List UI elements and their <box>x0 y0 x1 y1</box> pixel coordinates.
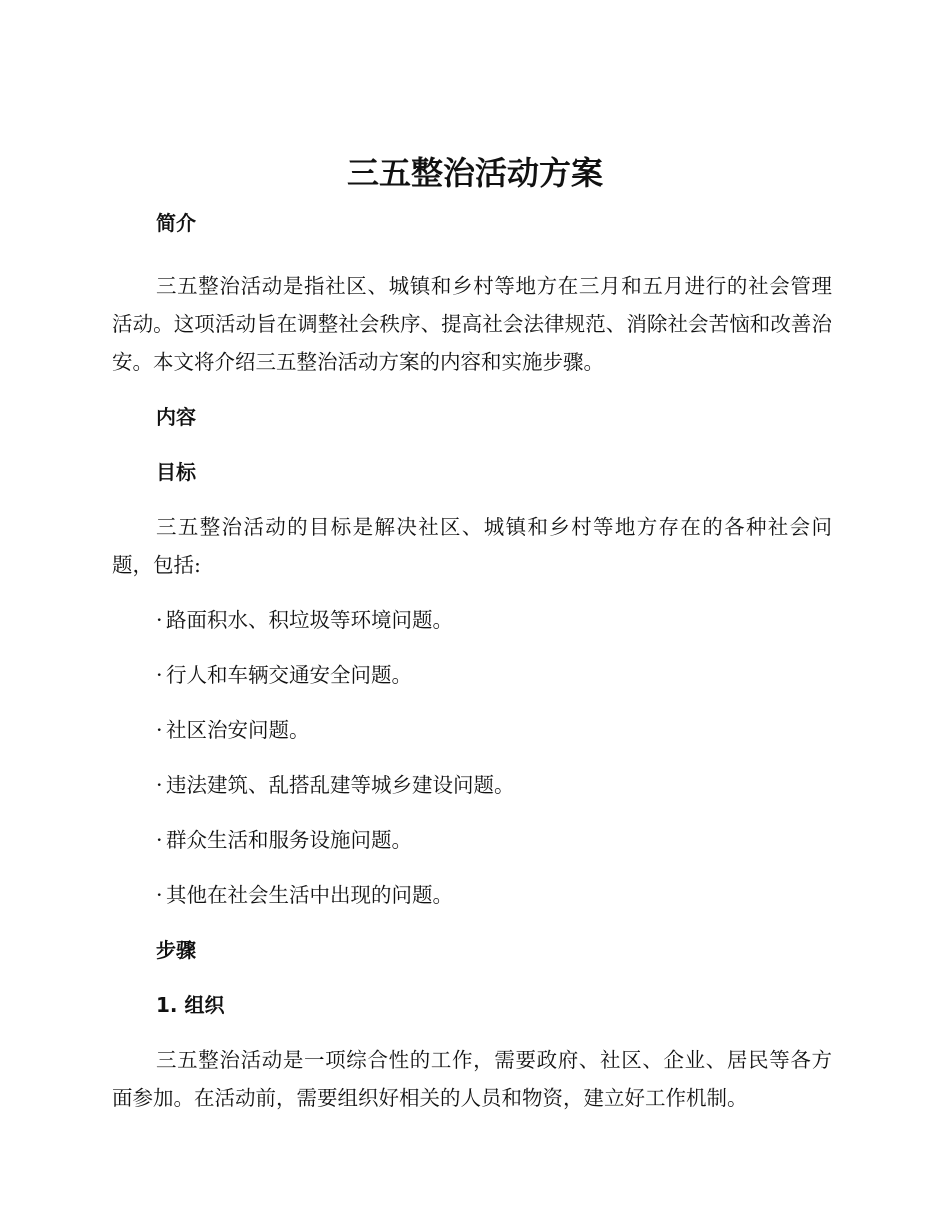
steps-heading: 步骤 <box>156 938 196 962</box>
list-item <box>112 715 832 745</box>
list-item <box>112 825 832 855</box>
list-item <box>112 770 832 800</box>
step1-paragraph: 三五整治活动是一项综合性的工作，需要政府、社区、企业、居民等各方面参加。在活动前，需要组织好相关的人员和物资，建立好工作机制。 <box>112 1048 832 1110</box>
list-item-text: 其他在社会生活中出现的问题。 <box>166 883 453 907</box>
bullet-icon: · <box>156 718 163 742</box>
bullet-icon: · <box>156 828 163 852</box>
list-item-text: 路面积水、积垃圾等环境问题。 <box>166 608 453 632</box>
intro-heading: 简介 <box>156 211 196 235</box>
intro-paragraph: 三五整治活动是指社区、城镇和乡村等地方在三月和五月进行的社会管理活动。这项活动旨在调整社会秩序、提高社会法律规范、消除社会苦恼和改善治安。本文将介绍三五整治活动方案的内容和实施步骤。 <box>112 274 832 374</box>
list-item-text: 行人和车辆交通安全问题。 <box>166 663 412 687</box>
goal-heading: 目标 <box>156 460 196 484</box>
list-item <box>112 660 832 690</box>
list-item-text: 群众生活和服务设施问题。 <box>166 828 412 852</box>
content-heading: 内容 <box>156 405 196 429</box>
list-item-text: 社区治安问题。 <box>166 718 310 742</box>
bullet-icon: · <box>156 883 163 907</box>
step1-heading: 1. 组织 <box>156 993 225 1017</box>
list-item-text: 违法建筑、乱搭乱建等城乡建设问题。 <box>166 773 515 797</box>
goal-paragraph: 三五整治活动的目标是解决社区、城镇和乡村等地方存在的各种社会问题，包括: <box>112 515 832 577</box>
document-title: 三五整治活动方案 <box>346 154 603 192</box>
document-body <box>112 196 832 1117</box>
bullet-icon: · <box>156 663 163 687</box>
bullet-icon: · <box>156 773 163 797</box>
bullet-icon: · <box>156 608 163 632</box>
list-item <box>112 605 832 635</box>
list-item <box>112 880 832 910</box>
